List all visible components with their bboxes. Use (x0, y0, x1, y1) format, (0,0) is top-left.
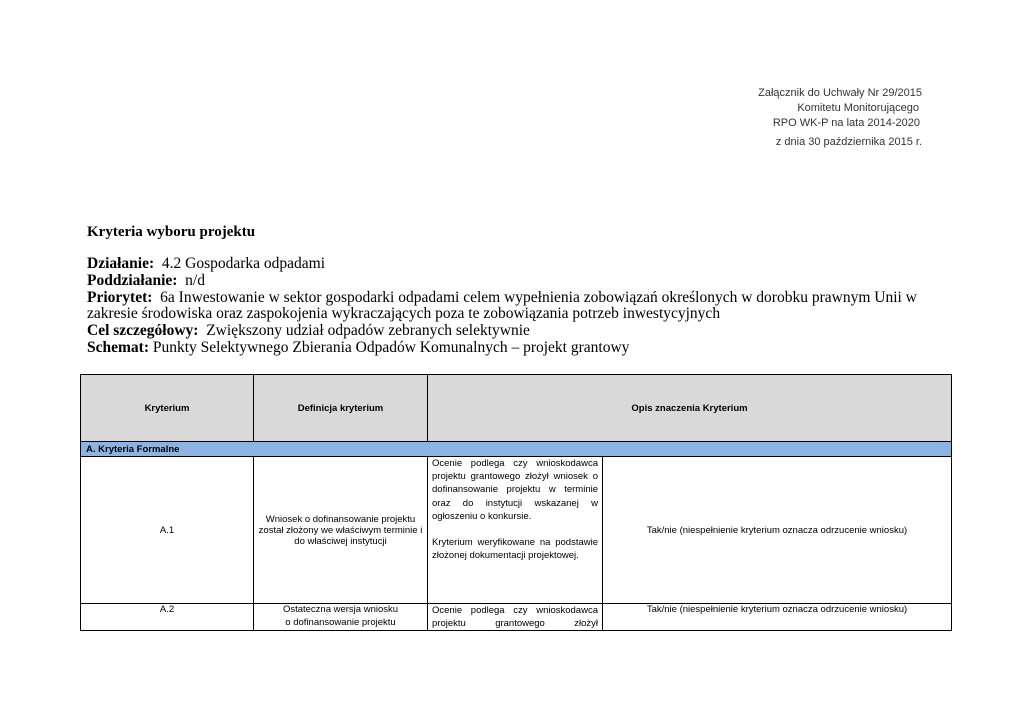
dzialanie-label: Działanie: (87, 255, 155, 272)
poddzialanie-label: Poddziałanie: (87, 271, 178, 289)
definition-line-1: Ostateczna wersja wniosku (282, 604, 399, 615)
attachment-line-2: Komitetu Monitorującego (797, 102, 919, 114)
table-header-row (81, 375, 952, 442)
header-definicja: Definicja kryterium (254, 375, 428, 442)
criterion-description (428, 457, 603, 604)
priorytet-line (87, 290, 947, 324)
schemat-value: Punkty Selektywnego Zbierania Odpadów Komunalnych – projekt grantowy (152, 338, 630, 356)
dzialanie-line (87, 256, 947, 273)
section-row-a (81, 442, 952, 457)
table-row (81, 604, 952, 631)
priorytet-label: Priorytet: (87, 288, 153, 306)
criteria-table (80, 374, 952, 631)
criterion-significance: Tak/nie (niespełnienie kryterium oznacza odrzucenie wniosku) (603, 457, 952, 604)
attachment-note (582, 86, 922, 150)
schemat-label: Schemat: (87, 338, 149, 356)
table-row (81, 457, 952, 604)
schemat-line (87, 340, 947, 357)
project-meta (87, 256, 947, 357)
attachment-line-4: z dnia 30 października 2015 r. (775, 136, 922, 148)
header-opis: Opis znaczenia Kryterium (428, 375, 952, 442)
poddzialanie-value: n/d (185, 271, 205, 289)
description-paragraph-1: Ocenie podlega czy wnioskodawca projektu grantowego złożył (432, 605, 598, 630)
cel-label: Cel szczegółowy: (87, 322, 199, 340)
cel-value: Zwiększony udział odpadów zebranych selektywnie (206, 322, 530, 340)
header-kryterium: Kryterium (81, 375, 254, 442)
cel-line (87, 323, 947, 340)
definition-line-2: o dofinansowanie projektu (285, 616, 396, 628)
poddzialanie-line (87, 273, 947, 290)
description-paragraph-1: Ocenie podlega czy wnioskodawca projektu grantowego złożył wniosek o dofinansowanie projektu w terminie oraz do instytucji wskazanej w ogłoszeniu o konkursie. (432, 458, 598, 522)
priorytet-value: 6a Inwestowanie w sektor gospodarki odpadami celem wypełnienia zobowiązań określonych w dorobku prawnym Unii w zakresie środowiska oraz zaspokojenia wykraczających poza te zobowiązania potrzeb inwestycyjnych (87, 288, 917, 323)
dzialanie-value: 4.2 Gospodarka odpadami (161, 255, 326, 272)
criterion-definition (254, 604, 428, 631)
criterion-id: A.1 (81, 457, 254, 604)
criterion-significance: Tak/nie (niespełnienie kryterium oznacza odrzucenie wniosku) (603, 604, 952, 631)
attachment-line-1: Załącznik do Uchwały Nr 29/2015 (758, 87, 922, 99)
page-title: Kryteria wyboru projektu (87, 224, 256, 240)
description-paragraph-2: Kryterium weryfikowane na podstawie złożonej dokumentacji projektowej. (432, 537, 598, 562)
section-a-label: A. Kryteria Formalne (81, 442, 952, 457)
criterion-description (428, 604, 603, 631)
attachment-line-3: RPO WK-P na lata 2014-2020 (772, 117, 920, 129)
criterion-definition: Wniosek o dofinansowanie projektu został złożony we właściwym terminie i do właściwej instytucji (254, 457, 428, 604)
criterion-id: A.2 (81, 604, 254, 631)
